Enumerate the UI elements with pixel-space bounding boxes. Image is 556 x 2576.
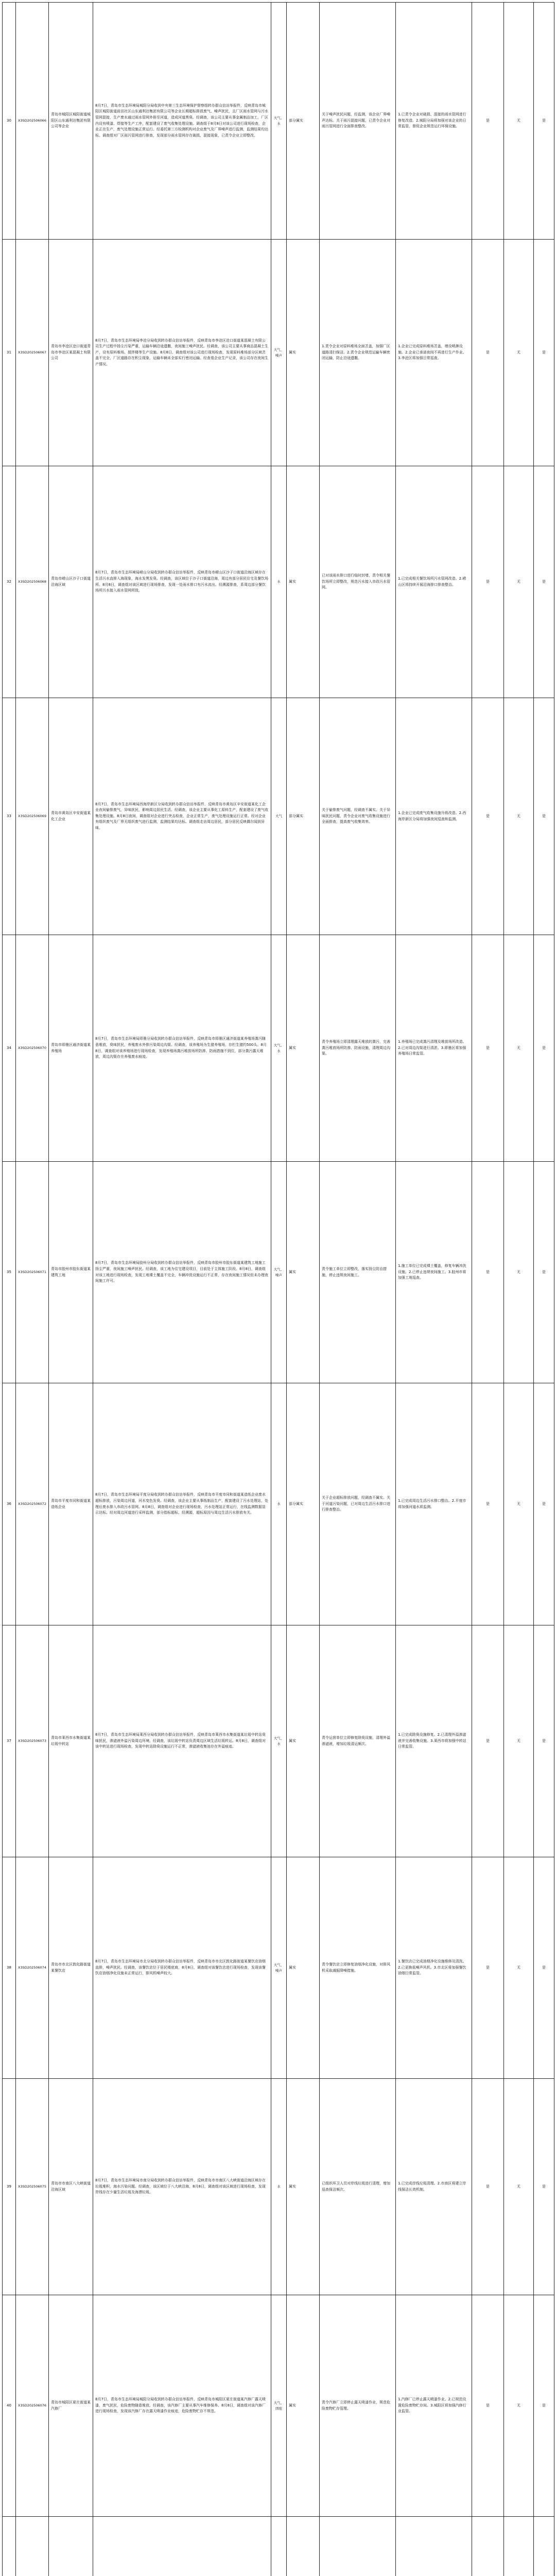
rectification-measures xyxy=(396,1383,472,1625)
issue-description-text: 8月7日，青岛市生态环境局城阳分局收到中央第三生态环境保护督察组转办群众信访举报件，反映青岛市城阳区城阳街道前田社区山东通利达集团有限公司等企业长期超标排放废气、噪声扰民，且厂区雨水管网与污水管网混接，生产废水通过雨水管网外排至河道，造成河道黑臭。经调查，该公司主要从事金属制品加工，厂区内设有喷漆、焊接等生产工序，配套建设了废气收集处理设施。调查组于8月8日对该公司进行现场检查，企业正在生产，废气处理设施正常运行。经委托第三方检测机构对企业废气及厂界噪声进行监测，监测结果均达标。调查组对厂区雨污管网进行排查，发现部分雨水管网存在破损、混接现象，已责令企业立即整改。 xyxy=(95,103,268,138)
issue-description-text: 8月7日，青岛市生态环境局李沧分局收到转办群众信访举报件，反映青岛市李沧区沧口街道某混凝土有限公司生产过程中扬尘污染严重，运输车辆沿途遗撒，夜间施工噪声扰民。经调查，该公司主要从事商品混凝土生产，设有原料堆场、搅拌楼等生产设施。8月8日，调查组对该公司进行现场检查，发现原料堆场部分区域苫盖不完全，厂区道路存在积尘现象，运输车辆未全部实行密闭运输。经查看企业生产记录，该公司存在夜间生产情况。 xyxy=(95,338,268,366)
remark-cell xyxy=(504,698,534,935)
table-row xyxy=(3,3,554,240)
table-row xyxy=(3,698,554,935)
case-code xyxy=(16,2079,49,2295)
rectification-measures-text: 1.汽修厂已停止露天喷漆作业。2.已规范设置危险废物贮存间。3.城阳区将加强汽修行业监管。 xyxy=(398,2397,466,2414)
row-number xyxy=(3,2295,16,2517)
pollution-type-text: 大气、水 xyxy=(273,1043,284,1053)
pollution-type xyxy=(271,240,287,466)
row-number-text: 35 xyxy=(7,1269,11,1274)
issue-description xyxy=(93,1162,271,1383)
handling-status-text: 已组织环卫人员对岸线垃圾进行清理，增加巡查保洁频次。 xyxy=(322,2181,390,2192)
pollution-type xyxy=(271,935,287,1162)
row-number xyxy=(3,2517,16,2576)
district-cell-text: 青岛市崂山区沙子口街道沿海区域 xyxy=(51,576,91,587)
issue-description xyxy=(93,466,271,698)
accountability-flag xyxy=(472,2517,504,2576)
accountability-flag-text: 是 xyxy=(486,1501,490,1506)
rectification-measures xyxy=(396,1162,472,1383)
case-code-text: X3SD202506074 xyxy=(18,1965,46,1970)
rectification-measures xyxy=(396,1857,472,2079)
issue-description xyxy=(93,1625,271,1857)
district-cell-text: 青岛市市南区八大峡街道沿海区域 xyxy=(51,2181,91,2192)
remark-cell-text: 无 xyxy=(517,1269,520,1274)
pollution-type xyxy=(271,2079,287,2295)
accountability-flag-text: 是 xyxy=(486,2184,490,2189)
handling-status-text: 关于偷排废气问题，经调查不属实。关于异味扰民问题，责令企业对废气收集设施进行全面排查，提高废气收集效率。 xyxy=(322,808,390,824)
completion-status-text: 是 xyxy=(542,350,546,354)
district-cell-text: 青岛市平度市同和街道某造纸企业 xyxy=(51,1498,91,1509)
rectification-measures-text: 1.已完成除臭设施修复。2.已清理外溢渗滤液并完善收集设施。3.莱西市将加强中转站日常监管。 xyxy=(398,1733,466,1749)
completion-status-text: 是 xyxy=(542,1738,546,1743)
case-code xyxy=(16,1383,49,1625)
pollution-type xyxy=(271,1625,287,1857)
rectification-measures xyxy=(396,935,472,1162)
rectification-measures-text: 1.已完成相关餐饮场所污水管网改造。2.崂山区将持续开展沿海排口排查整治。 xyxy=(398,576,466,587)
completion-status-text: 是 xyxy=(542,1501,546,1506)
district-cell-text: 青岛市李沧区沧口街道青岛市李沧区某混凝土有限公司 xyxy=(51,344,91,361)
district-cell xyxy=(49,1857,93,2079)
verification-result xyxy=(287,1162,320,1383)
handling-status xyxy=(320,240,396,466)
accountability-flag xyxy=(472,1857,504,2079)
pollution-type xyxy=(271,2295,287,2517)
handling-status xyxy=(320,1162,396,1383)
completion-status-text: 是 xyxy=(542,1965,546,1970)
rectification-measures-text: 1.已完成周边生活污水排口整治。2.平度市将加强河道水质监测。 xyxy=(398,1498,466,1509)
district-cell-text: 青岛市即墨区通济街道某养殖场 xyxy=(51,1042,91,1053)
remark-cell xyxy=(504,935,534,1162)
verification-result xyxy=(287,698,320,935)
remark-cell-text: 无 xyxy=(517,2184,520,2189)
table-row xyxy=(3,1857,554,2079)
district-cell xyxy=(49,3,93,240)
verification-result xyxy=(287,2079,320,2295)
rectification-measures-text: 1.企业已完成废气收集设施升级改造。2.西海岸新区分局将加强夜间巡查和监测。 xyxy=(398,810,466,821)
rectification-measures xyxy=(396,2517,472,2576)
verification-result xyxy=(287,1625,320,1857)
handling-status xyxy=(320,698,396,935)
handling-status xyxy=(320,3,396,240)
remark-cell xyxy=(504,1625,534,1857)
completion-status xyxy=(534,935,554,1162)
accountability-flag xyxy=(472,466,504,698)
remark-cell xyxy=(504,2517,534,2576)
remark-cell xyxy=(504,1857,534,2079)
accountability-flag xyxy=(472,2295,504,2517)
district-cell-text: 青岛市胶州市胶东街道某建筑工地 xyxy=(51,1266,91,1277)
issue-description-text: 8月7日，青岛市生态环境局胶州分局收到转办群众信访举报件，反映青岛市胶州市胶东街道某建筑工地施工扬尘严重，夜间施工噪声扰民。经调查，该工地为住宅建设项目，目前处于主体施工阶段。8月8日，调查组对该工地进行现场检查，发现工地裸土覆盖不完全，车辆冲洗设施运行不正常，存在夜间施工情况但未办理夜间施工许可。 xyxy=(95,1261,268,1283)
verification-result xyxy=(287,2517,320,2576)
handling-status-text: 责令餐饮店立即修复油烟净化设施，对排风机采取减振降噪措施。 xyxy=(322,1962,390,1973)
issue-description xyxy=(93,2517,271,2576)
table-row xyxy=(3,240,554,466)
district-cell xyxy=(49,2517,93,2576)
completion-status xyxy=(534,2517,554,2576)
completion-status-text: 是 xyxy=(542,1045,546,1050)
table-row xyxy=(3,1162,554,1383)
accountability-flag-text: 是 xyxy=(486,1269,490,1274)
table-row xyxy=(3,2517,554,2576)
case-code-text: X3SD202506067 xyxy=(18,350,46,355)
completion-status xyxy=(534,1857,554,2079)
row-number-text: 39 xyxy=(7,2184,11,2189)
case-code xyxy=(16,935,49,1162)
completion-status-text: 是 xyxy=(542,814,546,818)
remark-cell-text: 无 xyxy=(517,2403,520,2408)
case-code-text: X3SD202506075 xyxy=(18,2184,46,2189)
verification-result-text: 属实 xyxy=(289,1965,296,1970)
case-code-text: X3SD202506071 xyxy=(18,1270,46,1275)
remark-cell-text: 无 xyxy=(517,579,520,584)
row-number xyxy=(3,1625,16,1857)
row-number-text: 31 xyxy=(7,350,11,354)
table-row xyxy=(3,2079,554,2295)
remark-cell xyxy=(504,2079,534,2295)
handling-status-text: 关于噪声扰民问题，经监测，该企业厂界噪声达标。关于雨污混接问题，已责令企业对雨污管网进行全面排查整改。 xyxy=(322,112,390,129)
issue-description-text: 8月7日，青岛市生态环境局城阳分局收到转办群众信访举报件，反映青岛市城阳区夏庄街道某汽修厂露天喷漆，废气扰民，危险废物随意堆放。经调查，该汽修厂主要从事汽车维修保养。8月8日，调查组对该汽修厂进行现场检查，发现该汽修厂存在露天喷漆作业痕迹，危险废物贮存不规范。 xyxy=(95,2397,266,2414)
district-cell xyxy=(49,1625,93,1857)
rectification-measures-text: 1.已完成岸线垃圾清理。2.市南区将建立岸线保洁长效机制。 xyxy=(398,2181,466,2192)
remark-cell-text: 无 xyxy=(517,350,520,354)
issue-description xyxy=(93,2295,271,2517)
verification-result xyxy=(287,1383,320,1625)
handling-status xyxy=(320,1857,396,2079)
verification-result-text: 属实 xyxy=(289,2184,296,2189)
rectification-measures xyxy=(396,698,472,935)
completion-status-text: 是 xyxy=(542,2403,546,2408)
district-cell xyxy=(49,2295,93,2517)
accountability-flag xyxy=(472,1625,504,1857)
district-cell xyxy=(49,466,93,698)
remark-cell-text: 无 xyxy=(517,1738,520,1743)
pollution-type xyxy=(271,1857,287,2079)
remark-cell xyxy=(504,1162,534,1383)
case-code xyxy=(16,2517,49,2576)
pollution-type-text: 大气、水 xyxy=(273,115,284,126)
completion-status-text: 是 xyxy=(542,579,546,584)
district-cell-text: 青岛市市北区敦化路街道某餐饮店 xyxy=(51,1962,91,1973)
handling-status xyxy=(320,2295,396,2517)
accountability-flag xyxy=(472,3,504,240)
handling-status xyxy=(320,1383,396,1625)
pollution-type xyxy=(271,2517,287,2576)
district-cell xyxy=(49,240,93,466)
case-code xyxy=(16,2295,49,2517)
verification-result xyxy=(287,1857,320,2079)
row-number-text: 34 xyxy=(7,1045,11,1050)
pollution-type xyxy=(271,3,287,240)
completion-status xyxy=(534,698,554,935)
verification-result-text: 部分属实 xyxy=(289,118,303,123)
pollution-type-text: 大气、噪声 xyxy=(273,1267,284,1277)
pollution-type-text: 大气、噪声 xyxy=(273,347,284,358)
pollution-type-text: 水 xyxy=(277,580,281,584)
verification-result-text: 属实 xyxy=(289,579,296,584)
issue-description xyxy=(93,1857,271,2079)
handling-status-text: 责令养殖场立即清理露天堆放的粪污，完善粪污堆放场所防渗、防雨设施，清理周边沟渠。 xyxy=(322,1040,390,1056)
handling-status-text: 1.责令企业对原料堆场全面苫盖，加强厂区道路清扫保洁。2.责令企业规范运输车辆密闭运输，防止沿途遗撒。 xyxy=(322,344,390,361)
row-number xyxy=(3,1162,16,1383)
row-number-text: 32 xyxy=(7,579,11,584)
accountability-flag xyxy=(472,2079,504,2295)
remark-cell-text: 无 xyxy=(517,1965,520,1970)
pollution-type-text: 大气、水 xyxy=(273,1736,284,1746)
issue-description-text: 8月7日，青岛市生态环境局西海岸新区分局收到转办群众信访举报件，反映青岛市黄岛区辛安街道某化工企业夜间偷排废气，异味扰民，影响周边居民生活。经调查，该企业主要从事化工原料生产，配套建设了废气收集处理设施。8月8日夜间，调查组对企业进行突击检查，企业正常生产，废气处理设施运行正常。经对企业有组织废气及厂界无组织废气进行监测，监测结果均达标。调查组走访周边居民，部分居民反映偶尔闻到异味。 xyxy=(95,802,268,830)
completion-status xyxy=(534,240,554,466)
row-number xyxy=(3,1383,16,1625)
table-row xyxy=(3,2295,554,2517)
table-row xyxy=(3,1625,554,1857)
district-cell xyxy=(49,2079,93,2295)
district-cell xyxy=(49,1383,93,1625)
rectification-measures xyxy=(396,2079,472,2295)
verification-result xyxy=(287,3,320,240)
remark-cell-text: 无 xyxy=(517,118,520,123)
handling-status-text: 责令运营单位立即修复除臭设施，清理外溢渗滤液，增加垃圾清运频次。 xyxy=(322,1735,390,1746)
issue-description xyxy=(93,2079,271,2295)
accountability-flag xyxy=(472,1383,504,1625)
completion-status-text: 是 xyxy=(542,2184,546,2189)
issue-description-text: 8月7日，青岛市生态环境局市南分局收到转办群众信访举报件，反映青岛市市南区八大峡街道沿海区域存在垃圾堆积，海水污染问题。经调查，该区域位于八大峡沿海，8月8日，调查组对该区域进行现场检查，发现岸线存在少量生活垃圾及海漂垃圾。 xyxy=(95,2178,266,2195)
case-code xyxy=(16,1625,49,1857)
completion-status xyxy=(534,1383,554,1625)
accountability-flag-text: 是 xyxy=(486,350,490,354)
row-number xyxy=(3,2079,16,2295)
case-code-text: X3SD202506076 xyxy=(18,2403,46,2408)
remark-cell-text: 无 xyxy=(517,1045,520,1050)
case-code-text: X3SD202506072 xyxy=(18,1502,46,1506)
accountability-flag xyxy=(472,935,504,1162)
accountability-flag-text: 是 xyxy=(486,814,490,818)
verification-result-text: 属实 xyxy=(289,1269,296,1274)
handling-status xyxy=(320,2079,396,2295)
row-number xyxy=(3,240,16,466)
case-code xyxy=(16,3,49,240)
handling-status-text: 责令汽修厂立即停止露天喷漆作业，规范危险废物贮存管理。 xyxy=(322,2400,390,2411)
issue-description-text: 8月7日，青岛市生态环境局即墨分局收到转办群众信访举报件，反映青岛市即墨区通济街道某养殖场粪污随意堆放，臭味扰民，养殖废水外排污染周边沟渠。经调查，该养殖场为生猪养殖场，存栏生猪约500头。8月8日，调查组对该养殖场进行现场检查，发现养殖场粪污堆放场所防渗、防雨措施不到位，部分粪污露天堆放，周边沟渠存在养殖废水痕迹。 xyxy=(95,1037,267,1059)
accountability-flag xyxy=(472,240,504,466)
issue-description-text: 8月7日，青岛市生态环境局平度分局收到转办群众信访举报件，反映青岛市平度市同和街道某造纸企业废水超标排放，污染周边河道，河水变色发臭。经调查，该企业主要从事纸制品生产，配套建设了污水处理站，处理后废水排入市政污水管网。8月8日，调查组对企业进行现场检查，污水处理站正常运行，在线监测数据显示达标。经对周边河道进行采样监测，部分指标超标，经溯源，超标原因与周边生活污水排放有关。 xyxy=(95,1493,268,1515)
verification-result xyxy=(287,240,320,466)
handling-status xyxy=(320,1625,396,1857)
rectification-measures-text: 1.施工单位已完成裸土覆盖，修复车辆冲洗设施。2.已停止违规夜间施工。3.胶州市将加强工地巡查。 xyxy=(398,1264,466,1280)
case-code xyxy=(16,466,49,698)
handling-status-text: 关于企业超标排放问题，经调查不属实。关于河道污染问题，已对周边生活污水排口进行排查整治。 xyxy=(322,1496,390,1512)
case-code xyxy=(16,1162,49,1383)
rectification-measures xyxy=(396,466,472,698)
accountability-flag xyxy=(472,698,504,935)
pollution-type xyxy=(271,1162,287,1383)
row-number xyxy=(3,698,16,935)
district-cell xyxy=(49,935,93,1162)
remark-cell xyxy=(504,466,534,698)
handling-status-text: 已对该雨水排口进行临时封堵，责令相关餐饮场所立即整改，规范污水接入市政污水管网。 xyxy=(322,573,390,590)
remark-cell-text: 无 xyxy=(517,1501,520,1506)
issue-description xyxy=(93,3,271,240)
petition-handling-table xyxy=(2,2,554,2576)
verification-result-text: 属实 xyxy=(289,350,296,354)
table-row xyxy=(3,466,554,698)
case-code xyxy=(16,1857,49,2079)
issue-description-text: 8月7日，青岛市生态环境局莱西分局收到转办群众信访举报件，反映青岛市莱西市水集街道某垃圾中转站臭味扰民，渗滤液外溢污染周边环境。经调查，该垃圾中转站负责周边区域生活垃圾转运。8月8日，调查组对该中转站进行现场检查，发现中转站除臭设施运行不正常，渗滤液收集池存在外溢痕迹。 xyxy=(95,1733,266,1749)
pollution-type xyxy=(271,1383,287,1625)
row-number-text: 40 xyxy=(7,2403,11,2408)
district-cell-text: 青岛市黄岛区辛安街道某化工企业 xyxy=(51,810,91,821)
issue-description xyxy=(93,935,271,1162)
row-number xyxy=(3,3,16,240)
remark-cell xyxy=(504,240,534,466)
district-cell-text: 青岛市莱西市水集街道某垃圾中转站 xyxy=(51,1735,91,1746)
rectification-measures-text: 1.企业已完成原料堆场苫盖，增设喷淋设施。2.企业已承诺夜间不再进行生产作业。3.李沧区将加强日常巡查。 xyxy=(398,344,466,361)
verification-result-text: 属实 xyxy=(289,2403,296,2408)
completion-status xyxy=(534,2295,554,2517)
table-row xyxy=(3,935,554,1162)
rectification-measures-text: 1.已责令企业对破损、混接的雨水管网进行修复改造。2.城阳分局将加强对该企业的日常监管，督促企业规范运行环保设施。 xyxy=(398,112,466,129)
row-number-text: 37 xyxy=(7,1738,11,1743)
remark-cell xyxy=(504,3,534,240)
completion-status xyxy=(534,2079,554,2295)
row-number-text: 38 xyxy=(7,1965,11,1970)
verification-result-text: 部分属实 xyxy=(289,814,303,818)
completion-status xyxy=(534,1625,554,1857)
district-cell-text: 青岛市城阳区夏庄街道某汽修厂 xyxy=(51,2400,91,2411)
accountability-flag xyxy=(472,1162,504,1383)
rectification-measures xyxy=(396,3,472,240)
pollution-type-text: 水 xyxy=(277,1502,281,1506)
pollution-type-text: 大气 xyxy=(275,814,282,819)
rectification-measures-text: 1.餐饮店已完成油烟净化设施维修及清洗。2.已更换低噪声风机。3.市北区将加强餐饮油烟日常监管。 xyxy=(398,1959,466,1976)
accountability-flag-text: 是 xyxy=(486,118,490,123)
verification-result xyxy=(287,2295,320,2517)
row-number xyxy=(3,466,16,698)
row-number xyxy=(3,1857,16,2079)
handling-status xyxy=(320,935,396,1162)
verification-result xyxy=(287,466,320,698)
accountability-flag-text: 是 xyxy=(486,579,490,584)
remark-cell xyxy=(504,1383,534,1625)
completion-status xyxy=(534,1162,554,1383)
accountability-flag-text: 是 xyxy=(486,1045,490,1050)
case-code-text: X3SD202506073 xyxy=(18,1739,46,1743)
district-cell xyxy=(49,1162,93,1383)
remark-cell xyxy=(504,2295,534,2517)
handling-status xyxy=(320,2517,396,2576)
rectification-measures-text: 1.养殖场已完成粪污清理及堆放场所改造。2.已对周边沟渠进行清淤。3.即墨区将加强养殖场日常监管。 xyxy=(398,1040,466,1056)
completion-status-text: 是 xyxy=(542,1269,546,1274)
issue-description-text: 8月7日，青岛市生态环境局崂山分局收到转办群众信访举报件，反映青岛市崂山区沙子口街道沿海区域存在生活污水直排入海现象，海水发黑发臭。经调查，该区域位于沙子口街道沿海，周边有部分居民住宅及餐饮场所。8月8日，调查组对该区域进行现场排查，发现一处雨水排口有污水流出。经溯源排查，系周边部分餐饮场所污水接入雨水管网所致。 xyxy=(95,570,268,593)
row-number xyxy=(3,935,16,1162)
case-code-text: X3SD202506068 xyxy=(18,580,46,584)
accountability-flag-text: 是 xyxy=(486,1738,490,1743)
case-code xyxy=(16,240,49,466)
completion-status xyxy=(534,3,554,240)
row-number-text: 36 xyxy=(7,1501,11,1506)
pollution-type xyxy=(271,466,287,698)
completion-status-text: 是 xyxy=(542,118,546,123)
rectification-measures xyxy=(396,240,472,466)
completion-status xyxy=(534,466,554,698)
rectification-measures xyxy=(396,2295,472,2517)
table-row xyxy=(3,1383,554,1625)
verification-result-text: 属实 xyxy=(289,1738,296,1743)
verification-result xyxy=(287,935,320,1162)
handling-status xyxy=(320,466,396,698)
table-body xyxy=(3,3,554,2576)
issue-description xyxy=(93,698,271,935)
row-number-text: 33 xyxy=(7,814,11,818)
issue-description xyxy=(93,240,271,466)
district-cell-text: 青岛市城阳区城阳街道城阳区山东通利达集团有限公司等企业 xyxy=(51,112,91,129)
row-number-text: 30 xyxy=(7,118,11,123)
issue-description xyxy=(93,1383,271,1625)
verification-result-text: 属实 xyxy=(289,1045,296,1050)
accountability-flag-text: 是 xyxy=(486,2403,490,2408)
pollution-type-text: 水 xyxy=(277,2184,281,2189)
remark-cell-text: 无 xyxy=(517,814,520,818)
rectification-measures xyxy=(396,1625,472,1857)
case-code-text: X3SD202506069 xyxy=(18,814,46,819)
accountability-flag-text: 是 xyxy=(486,1965,490,1970)
issue-description-text: 8月7日，青岛市生态环境局市北分局收到转办群众信访举报件，反映青岛市市北区敦化路街道某餐饮店油烟直排，噪声扰民。经调查，该餐饮店位于居民楼底商，8月8日，调查组对该餐饮店进行现场检查，发现该餐饮店油烟净化设施未正常运行，排风机噪声较大。 xyxy=(95,1959,266,1976)
verification-result-text: 部分属实 xyxy=(289,1501,303,1506)
district-cell xyxy=(49,698,93,935)
case-code-text: X3SD202506070 xyxy=(18,1046,46,1050)
case-code-text: X3SD202506066 xyxy=(18,118,46,123)
pollution-type xyxy=(271,698,287,935)
pollution-type-text: 大气、噪声 xyxy=(273,1962,284,1973)
handling-status-text: 责令施工单位立即整改，落实扬尘防治措施，停止违规夜间施工。 xyxy=(322,1266,387,1277)
case-code xyxy=(16,698,49,935)
pollution-type-text: 大气、固废 xyxy=(273,2400,284,2411)
